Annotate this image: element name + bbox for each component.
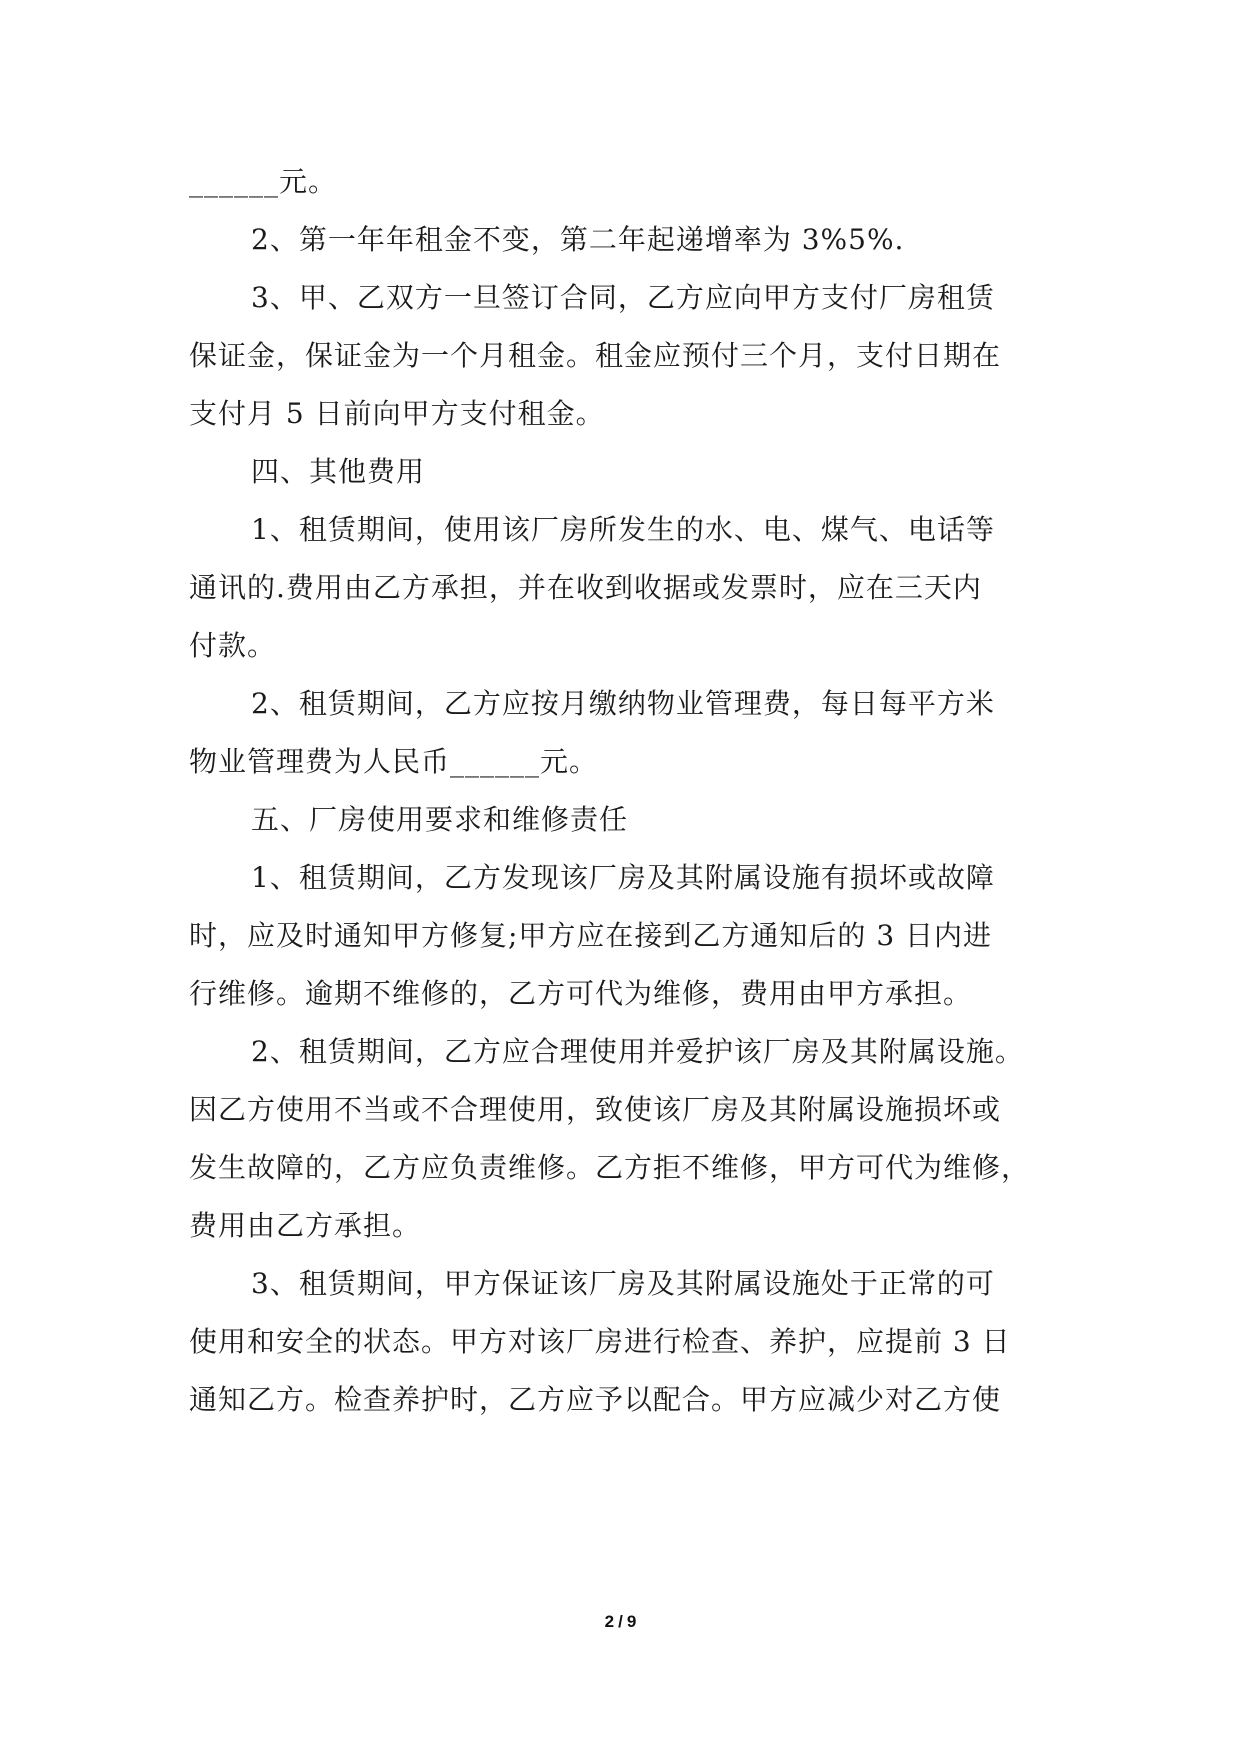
text-line-7: 1、租赁期间，使用该厂房所发生的水、电、煤气、电话等	[251, 513, 995, 546]
text-line-22: 通知乙方。检查养护时，乙方应予以配合。甲方应减少对乙方使	[189, 1383, 1002, 1416]
text-line-16: 2、租赁期间，乙方应合理使用并爱护该厂房及其附属设施。	[251, 1035, 1024, 1068]
text-line-15: 行维修。逾期不维修的，乙方可代为维修，费用由甲方承担。	[189, 977, 973, 1010]
text-line-19: 费用由乙方承担。	[189, 1209, 422, 1242]
text-line-2: 2、第一年年租金不变，第二年起递增率为 3%5%.	[251, 223, 905, 256]
text-line-3: 3、甲、乙双方一旦签订合同，乙方应向甲方支付厂房租赁	[251, 281, 995, 314]
page-separator: /	[618, 1612, 623, 1631]
text-line-18: 发生故障的，乙方应负责维修。乙方拒不维修，甲方可代为维修，	[189, 1151, 1031, 1184]
total-pages-number: 9	[626, 1612, 637, 1631]
section-heading-4: 四、其他费用	[251, 455, 426, 488]
text-line-9: 付款。	[189, 629, 277, 662]
current-page-number: 2	[604, 1612, 615, 1631]
text-line-8: 通讯的.费用由乙方承担，并在收到收据或发票时，应在三天内	[189, 571, 982, 604]
page-number	[0, 1612, 1241, 1632]
text-line-4: 保证金，保证金为一个月租金。租金应预付三个月，支付日期在	[189, 339, 1002, 372]
text-line-11: 物业管理费为人民币______元。	[189, 745, 599, 778]
section-heading-5: 五、厂房使用要求和维修责任	[251, 803, 629, 836]
text-line-17: 因乙方使用不当或不合理使用，致使该厂房及其附属设施损坏或	[189, 1093, 1002, 1126]
text-line-5: 支付月 5 日前向甲方支付租金。	[189, 397, 605, 430]
text-line-20: 3、租赁期间，甲方保证该厂房及其附属设施处于正常的可	[251, 1267, 995, 1300]
text-line-14: 时，应及时通知甲方修复;甲方应在接到乙方通知后的 3 日内进	[189, 919, 993, 952]
text-line-21: 使用和安全的状态。甲方对该厂房进行检查、养护，应提前 3 日	[189, 1325, 1011, 1358]
text-line-13: 1、租赁期间，乙方发现该厂房及其附属设施有损坏或故障	[251, 861, 995, 894]
text-line-10: 2、租赁期间，乙方应按月缴纳物业管理费，每日每平方米	[251, 687, 995, 720]
text-line-1: ______元。	[189, 165, 338, 198]
